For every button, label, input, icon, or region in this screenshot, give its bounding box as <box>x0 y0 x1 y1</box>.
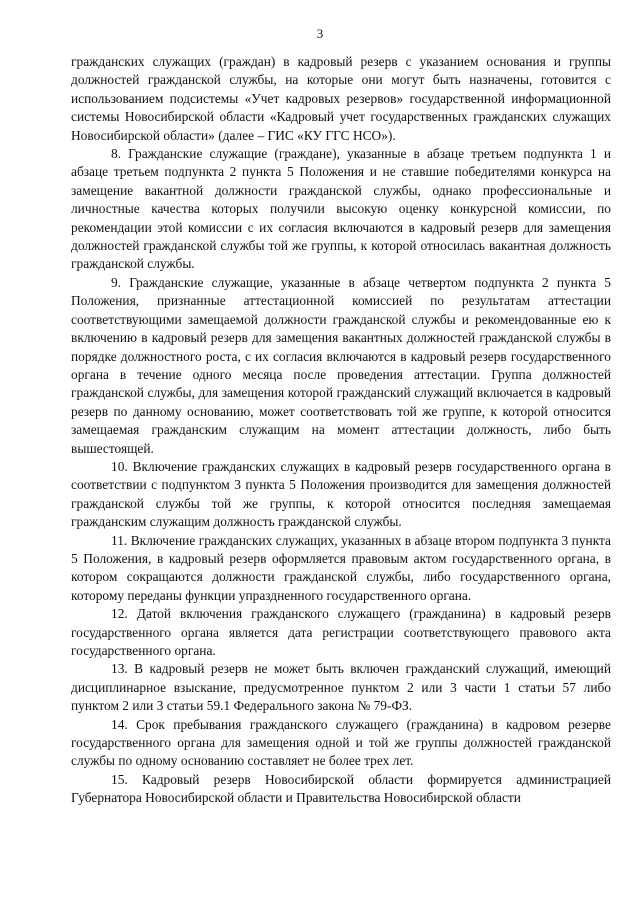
paragraph-continuation: гражданских служащих (граждан) в кадровый резерв с указанием основания и группы должностей гражданской службы, на которые они могут быть назначены, готовится с использованием подсистемы «Учет кадровых резервов» государственной информационной системы Новосибирской области «Кадровый учет государственных гражданских служащих Новосибирской области» (далее – ГИС «КУ ГГС НСО»). <box>71 54 611 143</box>
paragraph-item-14: 14. Срок пребывания гражданского служащего (гражданина) в кадровом резерве государственного органа для замещения одной и той же группы должностей гражданской службы по одному основанию составляет не более трех лет. <box>71 716 611 769</box>
paragraph-item-11: 11. Включение гражданских служащих, указанных в абзаце втором подпункта 3 пункта 5 Положения, в кадровый резерв оформляется правовым актом государственного органа, в котором сокращаются должности гражданской службы, либо государственного органа, которому переданы функции упраздненного государственного органа. <box>71 532 611 603</box>
paragraph-item-10: 10. Включение гражданских служащих в кадровый резерв государственного органа в соответствии с подпунктом 3 пункта 5 Положения производится для замещения должностей гражданской службы той же группы, к которой относится последняя замещаемая гражданским служащим должность гражданской службы. <box>71 458 611 530</box>
page-number: 3 <box>316 26 324 41</box>
paragraph-item-8: 8. Гражданские служащие (граждане), указанные в абзаце третьем подпункта 1 и абзаце третьем подпункта 2 пункта 5 Положения и не ставшие победителями конкурса на замещение вакантной должности гражданской службы, однако профессиональные и личностные качества которых получили высокую оценку конкурсной комиссии, по рекомендации этой комиссии с их согласия включаются в кадровый резерв для замещения должностей гражданской службы той же группы, к которой относилась вакантная должность гражданской службы. <box>71 146 611 272</box>
paragraph-item-15: 15. Кадровый резерв Новосибирской области формируется администрацией Губернатора Новосибирской области и Правительства Новосибирской области <box>71 771 611 806</box>
document-body <box>71 53 611 808</box>
paragraph-item-13: 13. В кадровый резерв не может быть включен гражданский служащий, имеющий дисциплинарное взыскание, предусмотренное пунктом 2 или 3 части 1 статьи 57 либо пунктом 2 или 3 статьи 59.1 Федерального закона № 79-ФЗ. <box>71 661 611 714</box>
paragraph-item-9: 9. Гражданские служащие, указанные в абзаце четвертом подпункта 2 пункта 5 Положения, признанные аттестационной комиссией по результатам аттестации соответствующими замещаемой должности гражданской службы и рекомендованные ею к включению в кадровый резерв для замещения вакантных должностей гражданской службы в порядке должностного роста, с их согласия включаются в кадровый резерв государственного органа в течение одного месяца после проведения аттестации. Группа должностей гражданской службы, для замещения которой гражданский служащий включается в кадровый резерв по данному основанию, может соответствовать той же группе, к которой относится замещаемая гражданским служащим на момент аттестации должность, либо быть вышестоящей. <box>71 274 611 456</box>
paragraph-item-12: 12. Датой включения гражданского служащего (гражданина) в кадровый резерв государственного органа является дата регистрации соответствующего правового акта государственного органа. <box>71 606 611 658</box>
